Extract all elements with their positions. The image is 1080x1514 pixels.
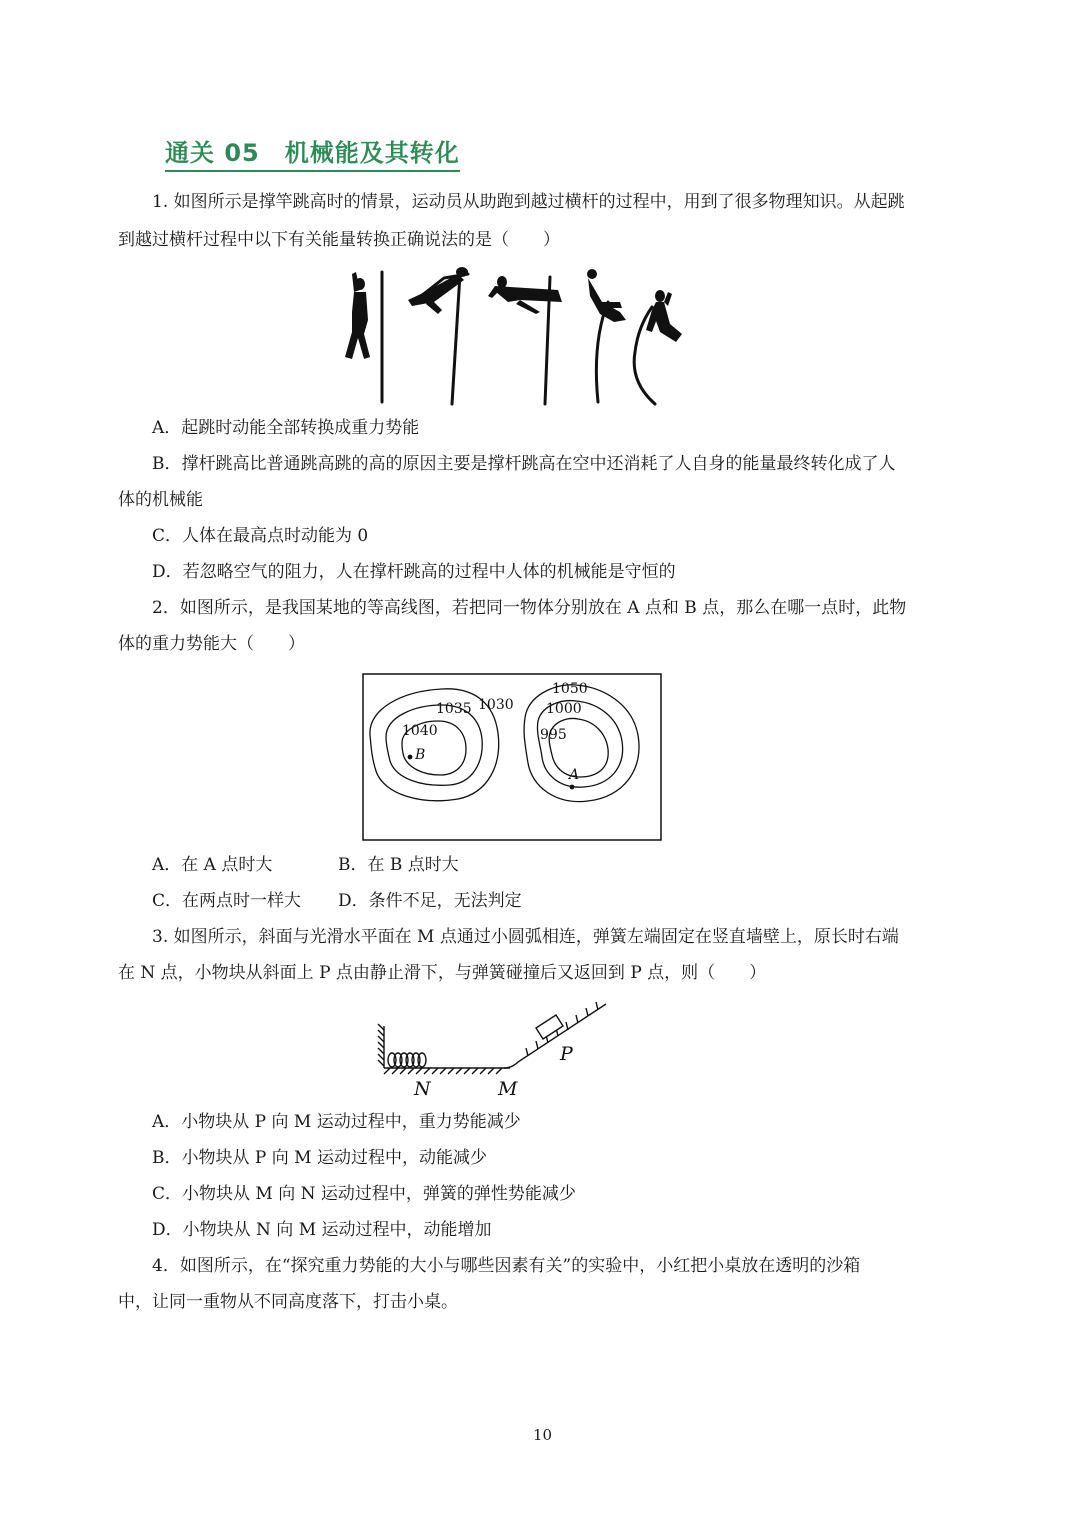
label-p: P	[560, 1043, 573, 1065]
page-number: 10	[533, 1426, 553, 1444]
q2-stem-line2: 体的重力势能大（ ）	[118, 634, 305, 654]
label-n: N	[414, 1078, 431, 1100]
point-a-dot	[570, 785, 575, 790]
label-b: B	[415, 747, 426, 763]
q1-option-d: D．若忽略空气的阻力，人在撑杆跳高的过程中人体的机械能是守恒的	[152, 562, 676, 582]
q4-stem-line2: 中，让同一重物从不同高度落下，打击小桌。	[118, 1292, 458, 1312]
label-995: 995	[540, 727, 567, 743]
incline	[504, 1004, 606, 1068]
q1-stem-line2: 到越过横杆过程中以下有关能量转换正确说法的是（ ）	[118, 230, 560, 250]
athlete-5	[646, 290, 682, 342]
label-1035: 1035	[436, 701, 472, 717]
q3-option-c: C．小物块从 M 向 N 运动过程中，弹簧的弹性势能减少	[152, 1184, 576, 1204]
q1-option-b-line2: 体的机械能	[118, 490, 203, 510]
q2-option-c: C．在两点时一样大	[152, 891, 302, 911]
floor-hatching	[384, 1068, 502, 1074]
contour-map-figure	[362, 673, 662, 841]
section-title: 通关 05 机械能及其转化	[165, 133, 460, 172]
label-1030: 1030	[478, 697, 514, 713]
label-m: M	[498, 1078, 518, 1100]
q4-stem-line1: 4．如图所示，在“探究重力势能的大小与哪些因素有关”的实验中，小红把小桌放在透明的沙箱	[152, 1256, 861, 1276]
athlete-1	[345, 272, 370, 359]
q3-stem-line2: 在 N 点，小物块从斜面上 P 点由静止滑下，与弹簧碰撞后又返回到 P 点，则（ ）	[118, 963, 767, 983]
label-1040: 1040	[402, 723, 438, 739]
point-b-dot	[408, 755, 413, 760]
q1-option-b-line1: B．撑杆跳高比普通跳高跳的高的原因主要是撑杆跳高在空中还消耗了人自身的能量最终转化成了人	[152, 454, 896, 474]
q1-stem-line1: 1. 如图所示是撑竿跳高时的情景，运动员从助跑到越过横杆的过程中，用到了很多物理知识。从起跳	[152, 192, 905, 212]
spring-incline-figure	[370, 996, 620, 1100]
spring	[388, 1053, 426, 1067]
q3-option-b: B．小物块从 P 向 M 运动过程中，动能减少	[152, 1148, 487, 1168]
wall-hatching	[378, 1024, 384, 1066]
q1-option-a: A．起跳时动能全部转换成重力势能	[152, 418, 420, 438]
q2-option-d: D．条件不足，无法判定	[338, 891, 522, 911]
pole-vault-figure	[330, 262, 700, 410]
q2-option-b: B．在 B 点时大	[338, 855, 459, 875]
label-a: A	[569, 767, 580, 783]
q3-option-a: A．小物块从 P 向 M 运动过程中，重力势能减少	[152, 1112, 521, 1132]
q2-option-a: A．在 A 点时大	[152, 855, 273, 875]
q1-option-c: C．人体在最高点时动能为 0	[152, 526, 369, 546]
pole-3	[452, 274, 460, 404]
label-1050: 1050	[552, 681, 588, 697]
q2-stem-line1: 2．如图所示，是我国某地的等高线图，若把同一物体分别放在 A 点和 B 点，那么在哪一点时，此物	[152, 598, 907, 618]
q3-stem-line1: 3. 如图所示，斜面与光滑水平面在 M 点通过小圆弧相连，弹簧左端固定在竖直墙壁上，原长时右端	[152, 927, 899, 947]
q3-option-d: D．小物块从 N 向 M 运动过程中，动能增加	[152, 1220, 492, 1240]
athlete-4	[587, 269, 626, 322]
label-1000: 1000	[546, 701, 582, 717]
